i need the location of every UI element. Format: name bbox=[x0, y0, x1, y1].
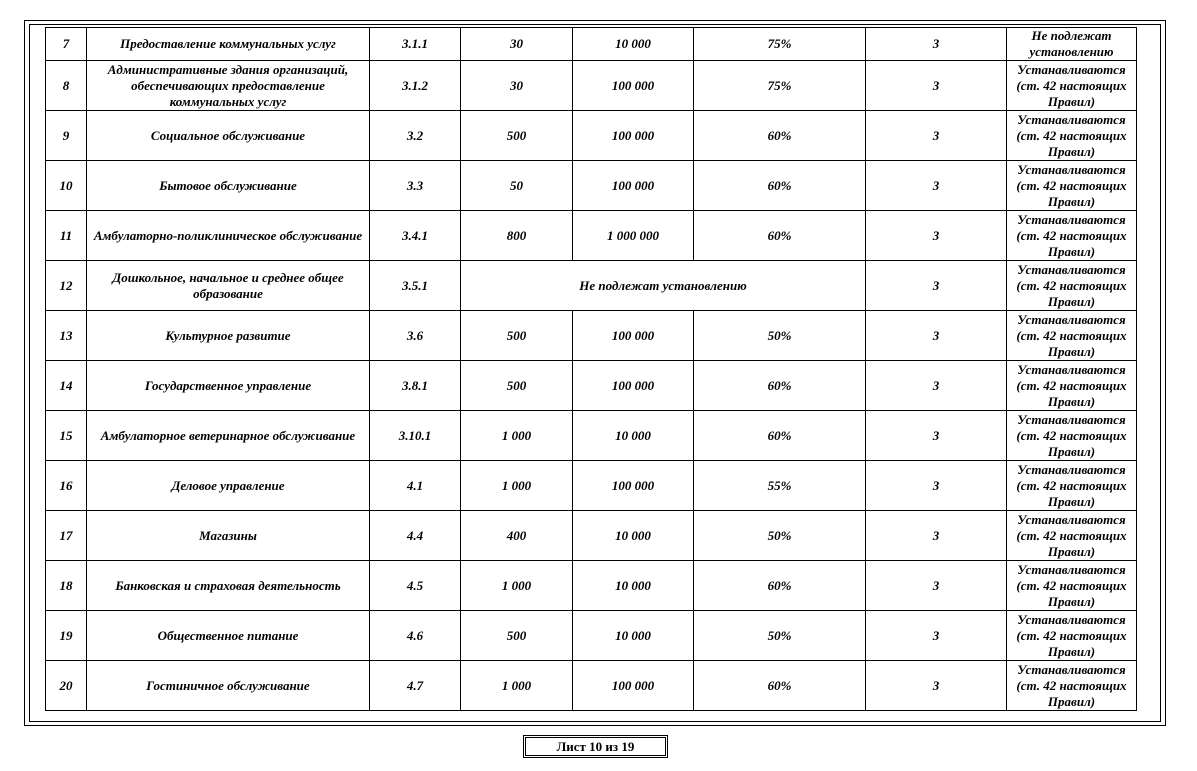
table-row bbox=[46, 661, 1137, 711]
use-code-cell: 3.6 bbox=[370, 311, 461, 361]
min-area-cell: 500 bbox=[461, 611, 573, 661]
limits-cell: Устанавливаются (ст. 42 настоящих Правил) bbox=[1007, 311, 1137, 361]
row-number-cell: 8 bbox=[46, 61, 87, 111]
max-area-cell: 10 000 bbox=[573, 611, 694, 661]
floors-cell: 3 bbox=[866, 611, 1007, 661]
use-name-cell: Деловое управление bbox=[87, 461, 370, 511]
merged-params-cell: Не подлежат установлению bbox=[461, 261, 866, 311]
use-code-cell: 3.1.1 bbox=[370, 28, 461, 61]
max-area-cell: 10 000 bbox=[573, 411, 694, 461]
use-name-cell: Предоставление коммунальных услуг bbox=[87, 28, 370, 61]
limits-cell: Устанавливаются (ст. 42 настоящих Правил) bbox=[1007, 611, 1137, 661]
floors-cell: 3 bbox=[866, 411, 1007, 461]
table-row bbox=[46, 511, 1137, 561]
min-area-cell: 1 000 bbox=[461, 461, 573, 511]
floors-cell: 3 bbox=[866, 261, 1007, 311]
use-name-cell: Гостиничное обслуживание bbox=[87, 661, 370, 711]
max-area-cell: 100 000 bbox=[573, 361, 694, 411]
use-name-cell: Социальное обслуживание bbox=[87, 111, 370, 161]
use-code-cell: 4.1 bbox=[370, 461, 461, 511]
limits-cell: Устанавливаются (ст. 42 настоящих Правил) bbox=[1007, 411, 1137, 461]
max-area-cell: 10 000 bbox=[573, 28, 694, 61]
coverage-cell: 55% bbox=[694, 461, 866, 511]
floors-cell: 3 bbox=[866, 211, 1007, 261]
limits-cell: Устанавливаются (ст. 42 настоящих Правил) bbox=[1007, 661, 1137, 711]
use-name-cell: Бытовое обслуживание bbox=[87, 161, 370, 211]
use-code-cell: 3.10.1 bbox=[370, 411, 461, 461]
coverage-cell: 60% bbox=[694, 361, 866, 411]
row-number-cell: 12 bbox=[46, 261, 87, 311]
row-number-cell: 13 bbox=[46, 311, 87, 361]
max-area-cell: 100 000 bbox=[573, 661, 694, 711]
use-name-cell: Государственное управление bbox=[87, 361, 370, 411]
max-area-cell: 10 000 bbox=[573, 511, 694, 561]
coverage-cell: 60% bbox=[694, 111, 866, 161]
floors-cell: 3 bbox=[866, 561, 1007, 611]
min-area-cell: 500 bbox=[461, 361, 573, 411]
table-row bbox=[46, 361, 1137, 411]
table-row bbox=[46, 411, 1137, 461]
row-number-cell: 7 bbox=[46, 28, 87, 61]
floors-cell: 3 bbox=[866, 311, 1007, 361]
limits-cell: Устанавливаются (ст. 42 настоящих Правил) bbox=[1007, 261, 1137, 311]
use-code-cell: 3.8.1 bbox=[370, 361, 461, 411]
use-name-cell: Культурное развитие bbox=[87, 311, 370, 361]
use-name-cell: Магазины bbox=[87, 511, 370, 561]
min-area-cell: 50 bbox=[461, 161, 573, 211]
coverage-cell: 75% bbox=[694, 61, 866, 111]
row-number-cell: 9 bbox=[46, 111, 87, 161]
min-area-cell: 800 bbox=[461, 211, 573, 261]
min-area-cell: 500 bbox=[461, 311, 573, 361]
floors-cell: 3 bbox=[866, 161, 1007, 211]
limits-cell: Устанавливаются (ст. 42 настоящих Правил) bbox=[1007, 61, 1137, 111]
min-area-cell: 1 000 bbox=[461, 411, 573, 461]
table-row bbox=[46, 61, 1137, 111]
use-code-cell: 4.6 bbox=[370, 611, 461, 661]
coverage-cell: 60% bbox=[694, 661, 866, 711]
floors-cell: 3 bbox=[866, 111, 1007, 161]
coverage-cell: 60% bbox=[694, 411, 866, 461]
use-name-cell: Общественное питание bbox=[87, 611, 370, 661]
use-code-cell: 3.1.2 bbox=[370, 61, 461, 111]
max-area-cell: 100 000 bbox=[573, 111, 694, 161]
min-area-cell: 30 bbox=[461, 61, 573, 111]
coverage-cell: 60% bbox=[694, 211, 866, 261]
max-area-cell: 100 000 bbox=[573, 461, 694, 511]
floors-cell: 3 bbox=[866, 461, 1007, 511]
row-number-cell: 11 bbox=[46, 211, 87, 261]
row-number-cell: 10 bbox=[46, 161, 87, 211]
use-code-cell: 3.5.1 bbox=[370, 261, 461, 311]
row-number-cell: 16 bbox=[46, 461, 87, 511]
coverage-cell: 50% bbox=[694, 311, 866, 361]
floors-cell: 3 bbox=[866, 361, 1007, 411]
use-name-cell: Административные здания организаций, обеспечивающих предоставление коммунальных услуг bbox=[87, 61, 370, 111]
table-row bbox=[46, 28, 1137, 61]
floors-cell: 3 bbox=[866, 511, 1007, 561]
min-area-cell: 1 000 bbox=[461, 661, 573, 711]
table-row bbox=[46, 211, 1137, 261]
table-row bbox=[46, 561, 1137, 611]
max-area-cell: 100 000 bbox=[573, 311, 694, 361]
use-code-cell: 4.5 bbox=[370, 561, 461, 611]
limits-cell: Устанавливаются (ст. 42 настоящих Правил) bbox=[1007, 461, 1137, 511]
min-area-cell: 500 bbox=[461, 111, 573, 161]
use-code-cell: 3.3 bbox=[370, 161, 461, 211]
row-number-cell: 18 bbox=[46, 561, 87, 611]
max-area-cell: 100 000 bbox=[573, 61, 694, 111]
max-area-cell: 100 000 bbox=[573, 161, 694, 211]
use-name-cell: Амбулаторно-поликлиническое обслуживание bbox=[87, 211, 370, 261]
table-row bbox=[46, 461, 1137, 511]
use-code-cell: 4.4 bbox=[370, 511, 461, 561]
min-area-cell: 30 bbox=[461, 28, 573, 61]
floors-cell: 3 bbox=[866, 61, 1007, 111]
limits-cell: Устанавливаются (ст. 42 настоящих Правил) bbox=[1007, 111, 1137, 161]
max-area-cell: 1 000 000 bbox=[573, 211, 694, 261]
row-number-cell: 17 bbox=[46, 511, 87, 561]
coverage-cell: 50% bbox=[694, 511, 866, 561]
row-number-cell: 19 bbox=[46, 611, 87, 661]
table-row bbox=[46, 161, 1137, 211]
row-number-cell: 20 bbox=[46, 661, 87, 711]
table-row bbox=[46, 311, 1137, 361]
use-name-cell: Банковская и страховая деятельность bbox=[87, 561, 370, 611]
floors-cell: 3 bbox=[866, 661, 1007, 711]
row-number-cell: 14 bbox=[46, 361, 87, 411]
use-name-cell: Амбулаторное ветеринарное обслуживание bbox=[87, 411, 370, 461]
coverage-cell: 50% bbox=[694, 611, 866, 661]
limits-cell: Устанавливаются (ст. 42 настоящих Правил) bbox=[1007, 561, 1137, 611]
row-number-cell: 15 bbox=[46, 411, 87, 461]
coverage-cell: 60% bbox=[694, 161, 866, 211]
use-code-cell: 3.2 bbox=[370, 111, 461, 161]
limits-cell: Устанавливаются (ст. 42 настоящих Правил) bbox=[1007, 161, 1137, 211]
min-area-cell: 1 000 bbox=[461, 561, 573, 611]
table-row bbox=[46, 261, 1137, 311]
limits-cell: Устанавливаются (ст. 42 настоящих Правил) bbox=[1007, 511, 1137, 561]
regulations-table bbox=[45, 27, 1137, 711]
min-area-cell: 400 bbox=[461, 511, 573, 561]
limits-cell: Устанавливаются (ст. 42 настоящих Правил) bbox=[1007, 211, 1137, 261]
use-code-cell: 4.7 bbox=[370, 661, 461, 711]
limits-cell: Не подлежат установлению bbox=[1007, 28, 1137, 61]
coverage-cell: 60% bbox=[694, 561, 866, 611]
coverage-cell: 75% bbox=[694, 28, 866, 61]
limits-cell: Устанавливаются (ст. 42 настоящих Правил) bbox=[1007, 361, 1137, 411]
table-row bbox=[46, 611, 1137, 661]
use-name-cell: Дошкольное, начальное и среднее общее образование bbox=[87, 261, 370, 311]
floors-cell: 3 bbox=[866, 28, 1007, 61]
use-code-cell: 3.4.1 bbox=[370, 211, 461, 261]
table-row bbox=[46, 111, 1137, 161]
max-area-cell: 10 000 bbox=[573, 561, 694, 611]
sheet-number: Лист 10 из 19 bbox=[525, 737, 666, 756]
